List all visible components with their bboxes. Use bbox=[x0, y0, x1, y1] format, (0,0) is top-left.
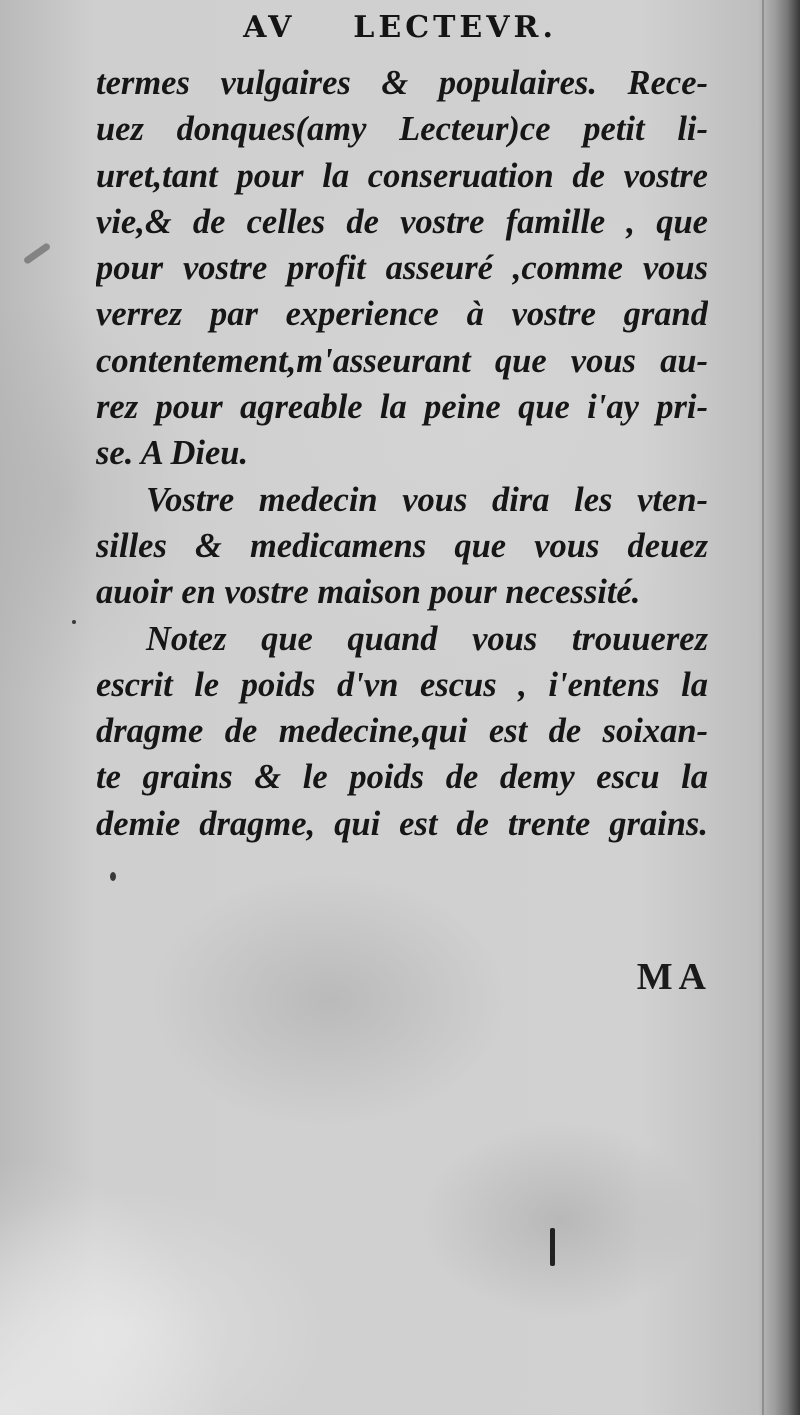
running-head-second-word: LECTEVR. bbox=[353, 10, 557, 45]
ink-speck bbox=[110, 872, 116, 881]
paragraph-start-line: Vostre medecin vous dira les vten- bbox=[146, 480, 708, 519]
text-line: demie dragme, qui est de trente grains. bbox=[96, 804, 708, 843]
text-line: rez pour agreable la peine que i'ay pri- bbox=[96, 388, 708, 427]
text-line: escrit le poids d'vn escus , i'entens la bbox=[96, 665, 708, 704]
catchword: MA bbox=[636, 956, 712, 998]
running-head bbox=[0, 10, 800, 45]
paragraph-start-line: Notez que quand vous trouuerez bbox=[146, 619, 708, 658]
text-line: vie,& de celles de vostre famille , que bbox=[96, 202, 708, 241]
ink-smudge bbox=[23, 242, 52, 265]
text-line: termes vulgaires & populaires. Rece- bbox=[96, 64, 708, 102]
text-line: uez donques(amy Lecteur)ce petit li- bbox=[96, 110, 708, 149]
text-line: se. A Dieu. bbox=[96, 434, 249, 473]
ink-speck bbox=[72, 620, 76, 624]
text-line: verrez par experience à vostre grand bbox=[96, 295, 708, 334]
body-text bbox=[96, 60, 708, 847]
text-line: dragme de medecine,qui est de soixan- bbox=[96, 712, 708, 751]
text-line: auoir en vostre maison pour necessité. bbox=[96, 573, 641, 612]
ink-mark bbox=[550, 1228, 555, 1266]
text-line: pour vostre profit asseuré ,comme vous bbox=[96, 249, 708, 288]
text-line: te grains & le poids de demy escu la bbox=[96, 758, 708, 797]
text-line: silles & medicamens que vous deuez bbox=[96, 526, 708, 565]
text-line: uret,tant pour la conseruation de vostre bbox=[96, 156, 708, 195]
binding-edge-shadow bbox=[758, 0, 800, 1415]
worn-corner bbox=[0, 1155, 230, 1415]
text-line: contentement,m'asseurant que vous au- bbox=[96, 341, 708, 380]
running-head-first-word: AV bbox=[243, 10, 296, 45]
